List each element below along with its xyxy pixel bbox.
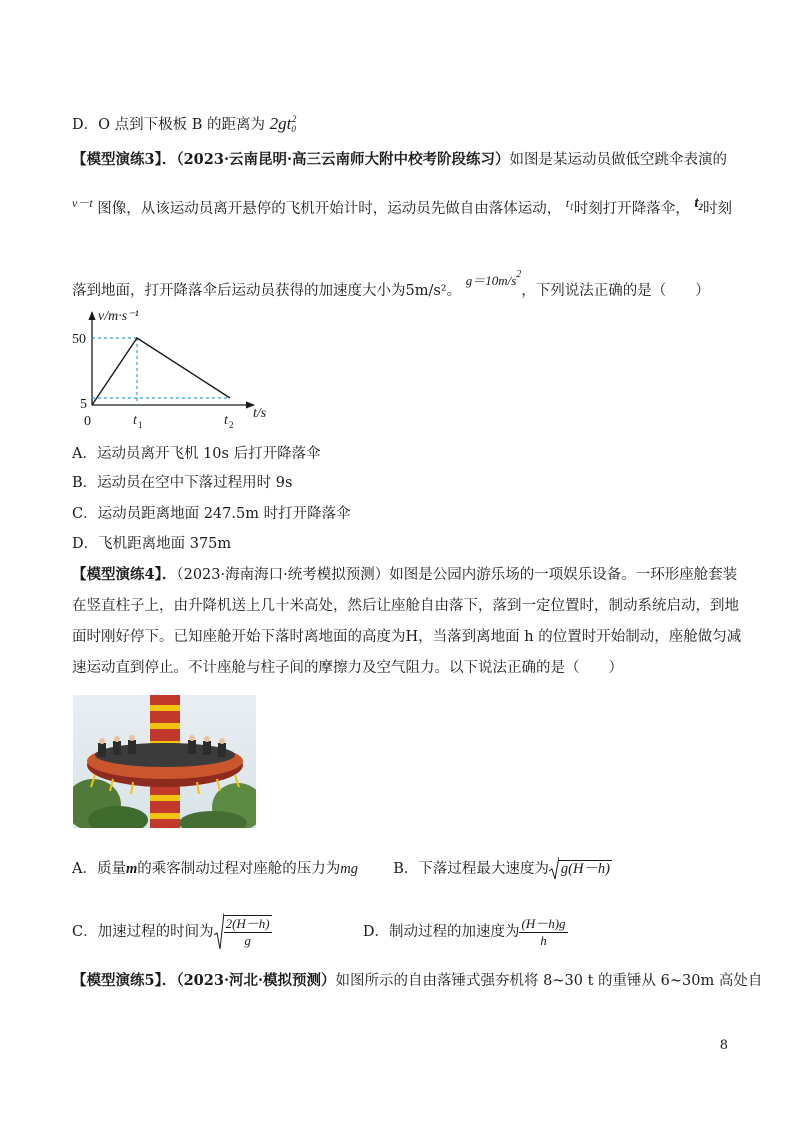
q3-tag: 【模型演练3】． [72, 151, 177, 168]
origin-label: 0 [84, 414, 91, 429]
q5-tag: 【模型演练5】． [72, 972, 177, 989]
x-axis-label: t/s [253, 406, 267, 421]
q3-line3 [72, 264, 730, 302]
q5-text: 如图所示的自由落锤式强夯机将 8~30 t 的重锤从 6~30m 高处自 [335, 973, 763, 989]
q4-option-b: B．下落过程最大速度为 g(H－h) [393, 861, 612, 877]
y-axis-label: v/m·s⁻¹ [98, 309, 139, 324]
q3-vt: v－t [72, 196, 93, 210]
q4-line1-text: 如图是公园内游乐场的一项娱乐设备。一环形座舱套装 [389, 567, 738, 583]
q5-line1 [72, 970, 763, 992]
page-number: 8 [719, 1038, 728, 1053]
prev-option-d-formula: $2gt_0^2$ [269, 114, 297, 134]
amusement-ride-photo [73, 695, 256, 828]
velocity-line [92, 338, 230, 405]
q4-option-d: D．制动过程的加速度为 $\frac{(H-h)g}{h}$ [362, 915, 566, 948]
q4-line2: 在竖直柱子上，由升降机送上几十米高处，然后让座舱自由落下，落到一定位置时，制动系统启动，到地 [72, 598, 739, 614]
prev-option-d-text: D．O 点到下极板 B 的距离为 [72, 117, 265, 133]
q3-text4: 时刻 [703, 201, 733, 217]
t1-sub: 1 [138, 420, 143, 430]
q3-line1 [72, 149, 730, 171]
q3-text6: ，下列说法正确的是（ ） [521, 283, 710, 299]
t1-label: t [133, 413, 137, 428]
q4-option-c: C．加速过程的时间为 $\frac{2(H-h)}{g}$ [72, 924, 272, 940]
q4-tag: 【模型演练4】． [72, 566, 177, 583]
q3-option-c: C．运动员距离地面 247.5m 时打开降落伞 [72, 506, 351, 522]
q4-line1 [72, 564, 738, 586]
q3-t1: t1 [565, 196, 574, 212]
q4-source: （2023·海南海口·统考模拟预测） [176, 567, 390, 583]
q3-option-b: B．运动员在空中下落过程用时 9s [72, 475, 293, 491]
q4-line4: 速运动直到停止。不计座舱与柱子间的摩擦力及空气阻力。以下说法正确的是（ ） [72, 660, 623, 676]
q3-text2: 图像，从该运动员离开悬停的飞机开始计时，运动员先做自由落体运动， [97, 201, 562, 217]
q3-text5: 落到地面，打开降落伞后运动员获得的加速度大小为5m/s²。 [72, 283, 462, 299]
q3-t2: $t_2$ [694, 195, 704, 212]
vt-graph [72, 300, 292, 440]
q5-source: （2023·河北·模拟预测） [176, 972, 336, 989]
prev-option-d [72, 108, 730, 140]
q4-options-row2 [72, 912, 730, 952]
t2-sub: 2 [229, 420, 234, 430]
sqrt-icon-c: $\frac{2(H-h)}{g}$ [214, 912, 272, 952]
t2-label: t [224, 413, 228, 428]
y-tick-5: 5 [80, 397, 87, 412]
q3-text3: 时刻打开降落伞， [573, 201, 690, 217]
y-tick-50: 50 [72, 332, 86, 347]
q3-option-a: A．运动员离开飞机 10s 后打开降落伞 [72, 446, 321, 462]
q3-text1: 如图是某运动员做低空跳伞表演的 [509, 152, 728, 168]
q4-line3: 面时刚好停下。已知座舱开始下落时离地面的高度为H，当落到离地面 h 的位置时开始制动，座舱做匀减 [72, 629, 742, 645]
q4-options-row1 [72, 857, 730, 881]
q3-option-d: D．飞机距离地面 375m [72, 536, 232, 552]
q4-option-a: A．质量m的乘客制动过程对座舱的压力为mg [72, 861, 358, 877]
q3-g: $g=10m/s^2$ [465, 269, 522, 288]
q3-source: （2023·云南昆明·高三云南师大附中校考阶段练习） [176, 151, 510, 168]
q3-line2 [72, 192, 733, 220]
sqrt-icon: g(H－h) [549, 857, 612, 881]
